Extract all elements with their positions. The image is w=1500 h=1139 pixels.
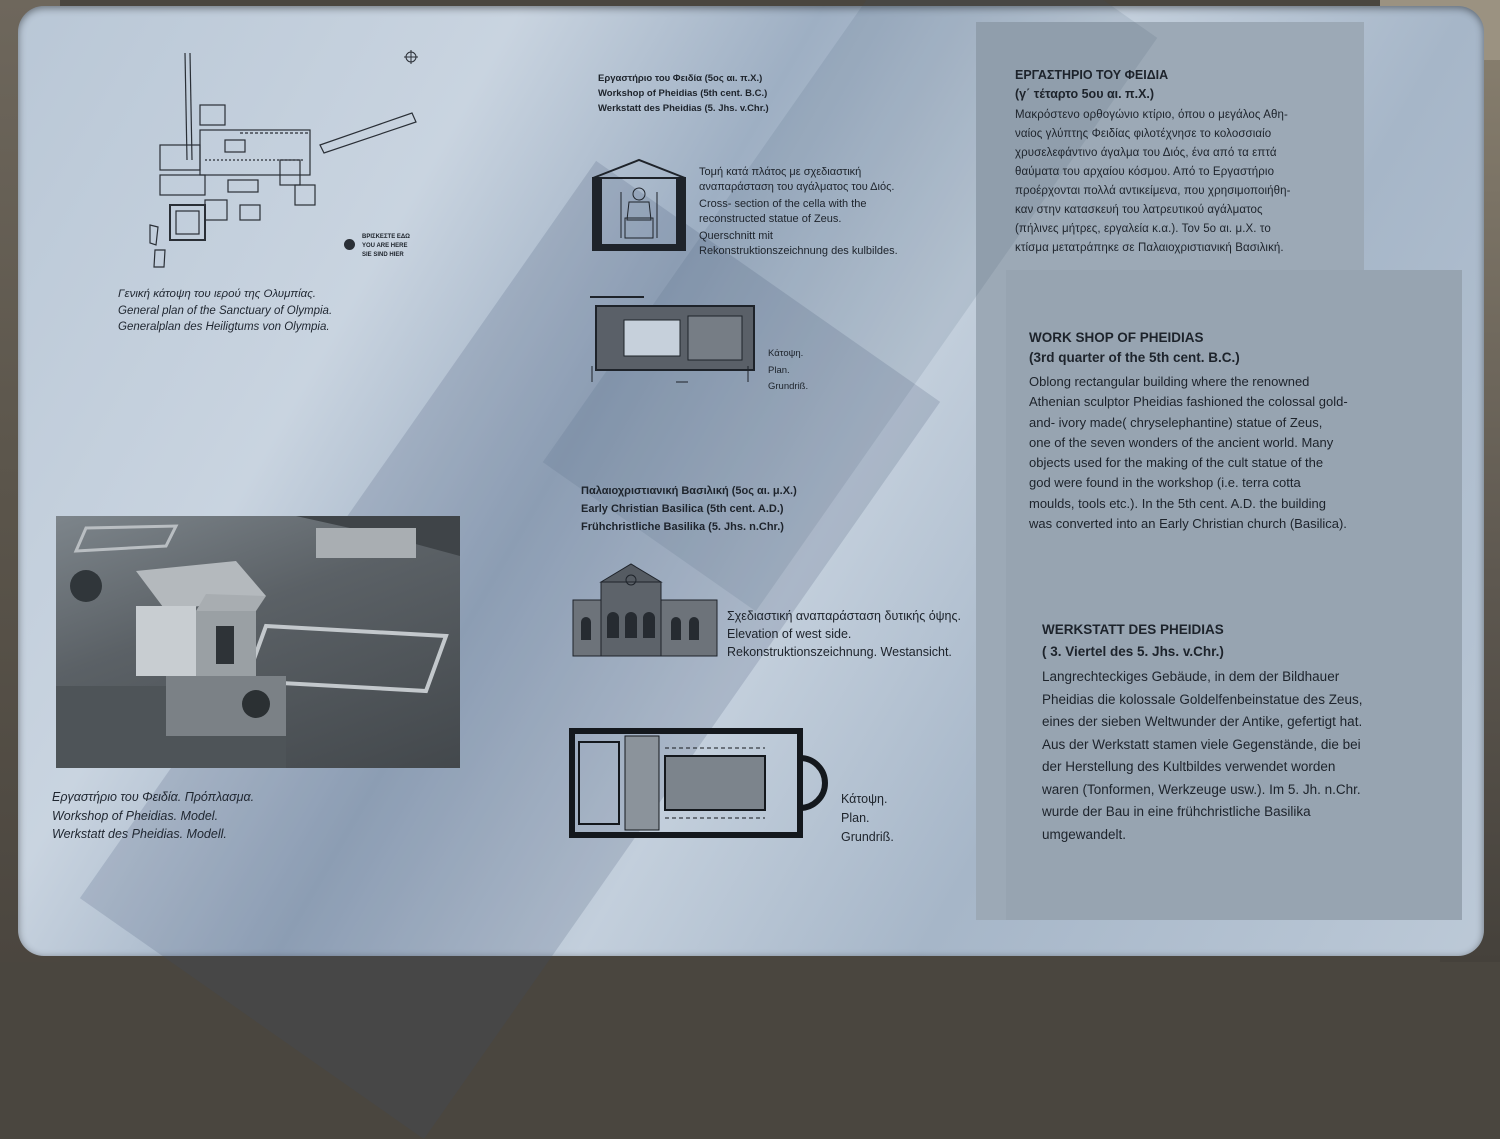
- site-plan-caption: [118, 286, 332, 336]
- workshop-plan-en: Plan.: [768, 364, 790, 376]
- cross-section-en-2: reconstructed statue of Zeus.: [699, 213, 842, 225]
- elevation-caption: [727, 607, 961, 661]
- german-line: der Herstellung des Kultbildes verwendet worden: [1042, 759, 1336, 774]
- site-plan-caption-en: General plan of the Sanctuary of Olympia.: [118, 304, 333, 317]
- elevation-gr: Σχεδιαστική αναπαράσταση δυτικής όψης.: [727, 609, 962, 623]
- elevation-de: Rekonstruktionszeichnung. Westansicht.: [727, 645, 952, 659]
- german-section-title: WERKSTATT DES PHEIDIAS: [1042, 622, 1224, 637]
- model-caption: [52, 788, 254, 844]
- english-section-title: WORK SHOP OF PHEIDIAS: [1029, 330, 1204, 345]
- you-are-here-en: YOU ARE HERE: [362, 243, 408, 249]
- site-plan-caption-de: Generalplan des Heiligtums von Olympia.: [118, 321, 330, 333]
- basilica-title-gr: Παλαιοχριστιανική Βασιλική (5ος αι. μ.Χ.): [581, 485, 797, 497]
- basilica-title-en: Early Christian Basilica (5th cent. A.D.): [581, 503, 784, 515]
- cross-section-en-1: Cross- section of the cella with the: [699, 198, 867, 210]
- cross-section-de-2: Rekonstruktionszeichnung des kulbildes.: [699, 245, 898, 257]
- workshop-title-de: Werkstatt des Pheidias (5. Jhs. v.Chr.): [598, 103, 769, 114]
- you-are-here-dot: [344, 239, 355, 250]
- elevation-en: Elevation of west side.: [727, 627, 852, 641]
- basilica-titles: [581, 482, 797, 536]
- basilica-plan-drawing: [569, 728, 829, 840]
- german-line: Langrechteckiges Gebäude, in dem der Bildhauer: [1042, 669, 1340, 684]
- workshop-plan-drawing: [588, 294, 760, 388]
- workshop-plan-caption: [768, 346, 808, 396]
- workshop-plan-de: Grundriß.: [768, 381, 809, 392]
- german-section-body: [1042, 666, 1362, 846]
- german-section-subtitle: ( 3. Viertel des 5. Jhs. v.Chr.): [1042, 644, 1224, 659]
- basilica-title-de: Frühchristliche Basilika (5. Jhs. n.Chr.): [581, 521, 784, 533]
- english-section-subtitle: (3rd quarter of the 5th cent. B.C.): [1029, 350, 1240, 365]
- cross-section-gr-1: Τομή κατά πλάτος με σχεδιαστική: [699, 166, 862, 178]
- model-caption-gr: Εργαστήριο του Φειδία. Πρόπλασμα.: [52, 790, 255, 804]
- english-line: objects used for the making of the cult statue of the: [1029, 455, 1324, 471]
- greek-line: θαύματα του αρχαίου κόσμου. Από το Εργαστήριο: [1015, 166, 1275, 178]
- basilica-plan-caption: [841, 790, 894, 847]
- basilica-plan-gr: Κάτοψη.: [841, 792, 888, 806]
- german-line: waren (Tonformen, Werkzeuge usw.). Im 5. Jh. n.Chr.: [1042, 781, 1361, 797]
- you-are-here-label: [362, 233, 410, 260]
- german-line: Aus der Werkstatt stamen viele Gegenstände, die bei: [1042, 736, 1361, 752]
- greek-line: προέρχονται πολλά αντικείμενα, που χρησιμοποιήθη-: [1015, 185, 1291, 197]
- english-line: was converted into an Early Christian church (Basilica).: [1029, 516, 1347, 532]
- workshop-title-en: Workshop of Pheidias (5th cent. B.C.): [598, 88, 768, 99]
- workshop-titles: [598, 71, 769, 116]
- greek-section-title: ΕΡΓΑΣΤΗΡΙΟ ΤΟΥ ΦΕΙΔΙΑ: [1015, 68, 1169, 82]
- basilica-plan-en: Plan.: [841, 811, 870, 825]
- cross-section-de-1: Querschnitt mit: [699, 230, 773, 242]
- english-line: moulds, tools etc.). In the 5th cent. A.D. the building: [1029, 495, 1327, 511]
- cross-section-gr-2: αναπαράσταση του αγάλματος του Διός.: [699, 181, 895, 193]
- english-line: and- ivory made( chryselephantine) statue of Zeus,: [1029, 414, 1323, 430]
- greek-line: Μακρόστενο ορθογώνιο κτίριο, όπου ο μεγάλος Αθη-: [1015, 109, 1288, 121]
- basilica-plan-de: Grundriß.: [841, 830, 894, 844]
- english-section: [1029, 328, 1348, 534]
- cross-section-caption: [699, 165, 898, 259]
- workshop-plan-gr: Κάτοψη.: [768, 348, 804, 359]
- english-line: Oblong rectangular building where the renowned: [1029, 374, 1310, 389]
- greek-line: κτίσμα μετατράπηκε σε Παλαιοχριστιανική Βασιλική.: [1015, 242, 1284, 254]
- german-line: Pheidias die kolossale Goldelfenbeinstatue des Zeus,: [1042, 691, 1363, 707]
- greek-line: χρυσελεφάντινο άγαλμα του Διός, ένα από τα επτά: [1015, 147, 1277, 159]
- german-line: eines der sieben Weltwunder der Antike, gefertigt hat.: [1042, 714, 1363, 729]
- greek-section: [1015, 66, 1291, 258]
- greek-section-subtitle: (γ΄ τέταρτο 5ου αι. π.Χ.): [1015, 87, 1155, 101]
- greek-line: (πήλινες μήτρες, εργαλεία κ.α.). Τον 5ο αι. μ.Χ. το: [1015, 223, 1271, 235]
- model-illustration: [56, 516, 460, 768]
- greek-section-body: [1015, 106, 1291, 258]
- english-line: Athenian sculptor Pheidias fashioned the colossal gold-: [1029, 394, 1348, 410]
- site-plan-caption-gr: Γενική κάτοψη του ιερού της Ολυμπίας.: [118, 288, 316, 300]
- german-line: umgewandelt.: [1042, 826, 1127, 842]
- model-caption-de: Werkstatt des Pheidias. Modell.: [52, 827, 227, 841]
- model-caption-en: Workshop of Pheidias. Model.: [52, 808, 219, 823]
- you-are-here-gr: ΒΡΙΣΚΕΣΤΕ ΕΔΩ: [362, 234, 410, 240]
- elevation-drawing: [571, 558, 719, 658]
- cross-section-drawing: [589, 158, 689, 254]
- you-are-here-de: SIE SIND HIER: [362, 252, 404, 258]
- german-section: [1042, 620, 1362, 846]
- english-section-body: [1029, 372, 1348, 534]
- workshop-model-photo: [56, 516, 460, 768]
- english-line: god were found in the workshop (i.e. terra cotta: [1029, 475, 1301, 491]
- greek-line: ναίος γλύπτης Φειδίας φιλοτέχνησε το κολοσσιαίο: [1015, 128, 1272, 140]
- english-line: one of the seven wonders of the ancient world. Many: [1029, 434, 1334, 450]
- greek-line: καν στην κατασκευή του λατρευτικού αγάλματος: [1015, 204, 1263, 216]
- german-line: wurde der Bau in eine frühchristliche Basilika: [1042, 804, 1311, 819]
- workshop-title-gr: Εργαστήριο του Φειδία (5ος αι. π.Χ.): [598, 73, 763, 84]
